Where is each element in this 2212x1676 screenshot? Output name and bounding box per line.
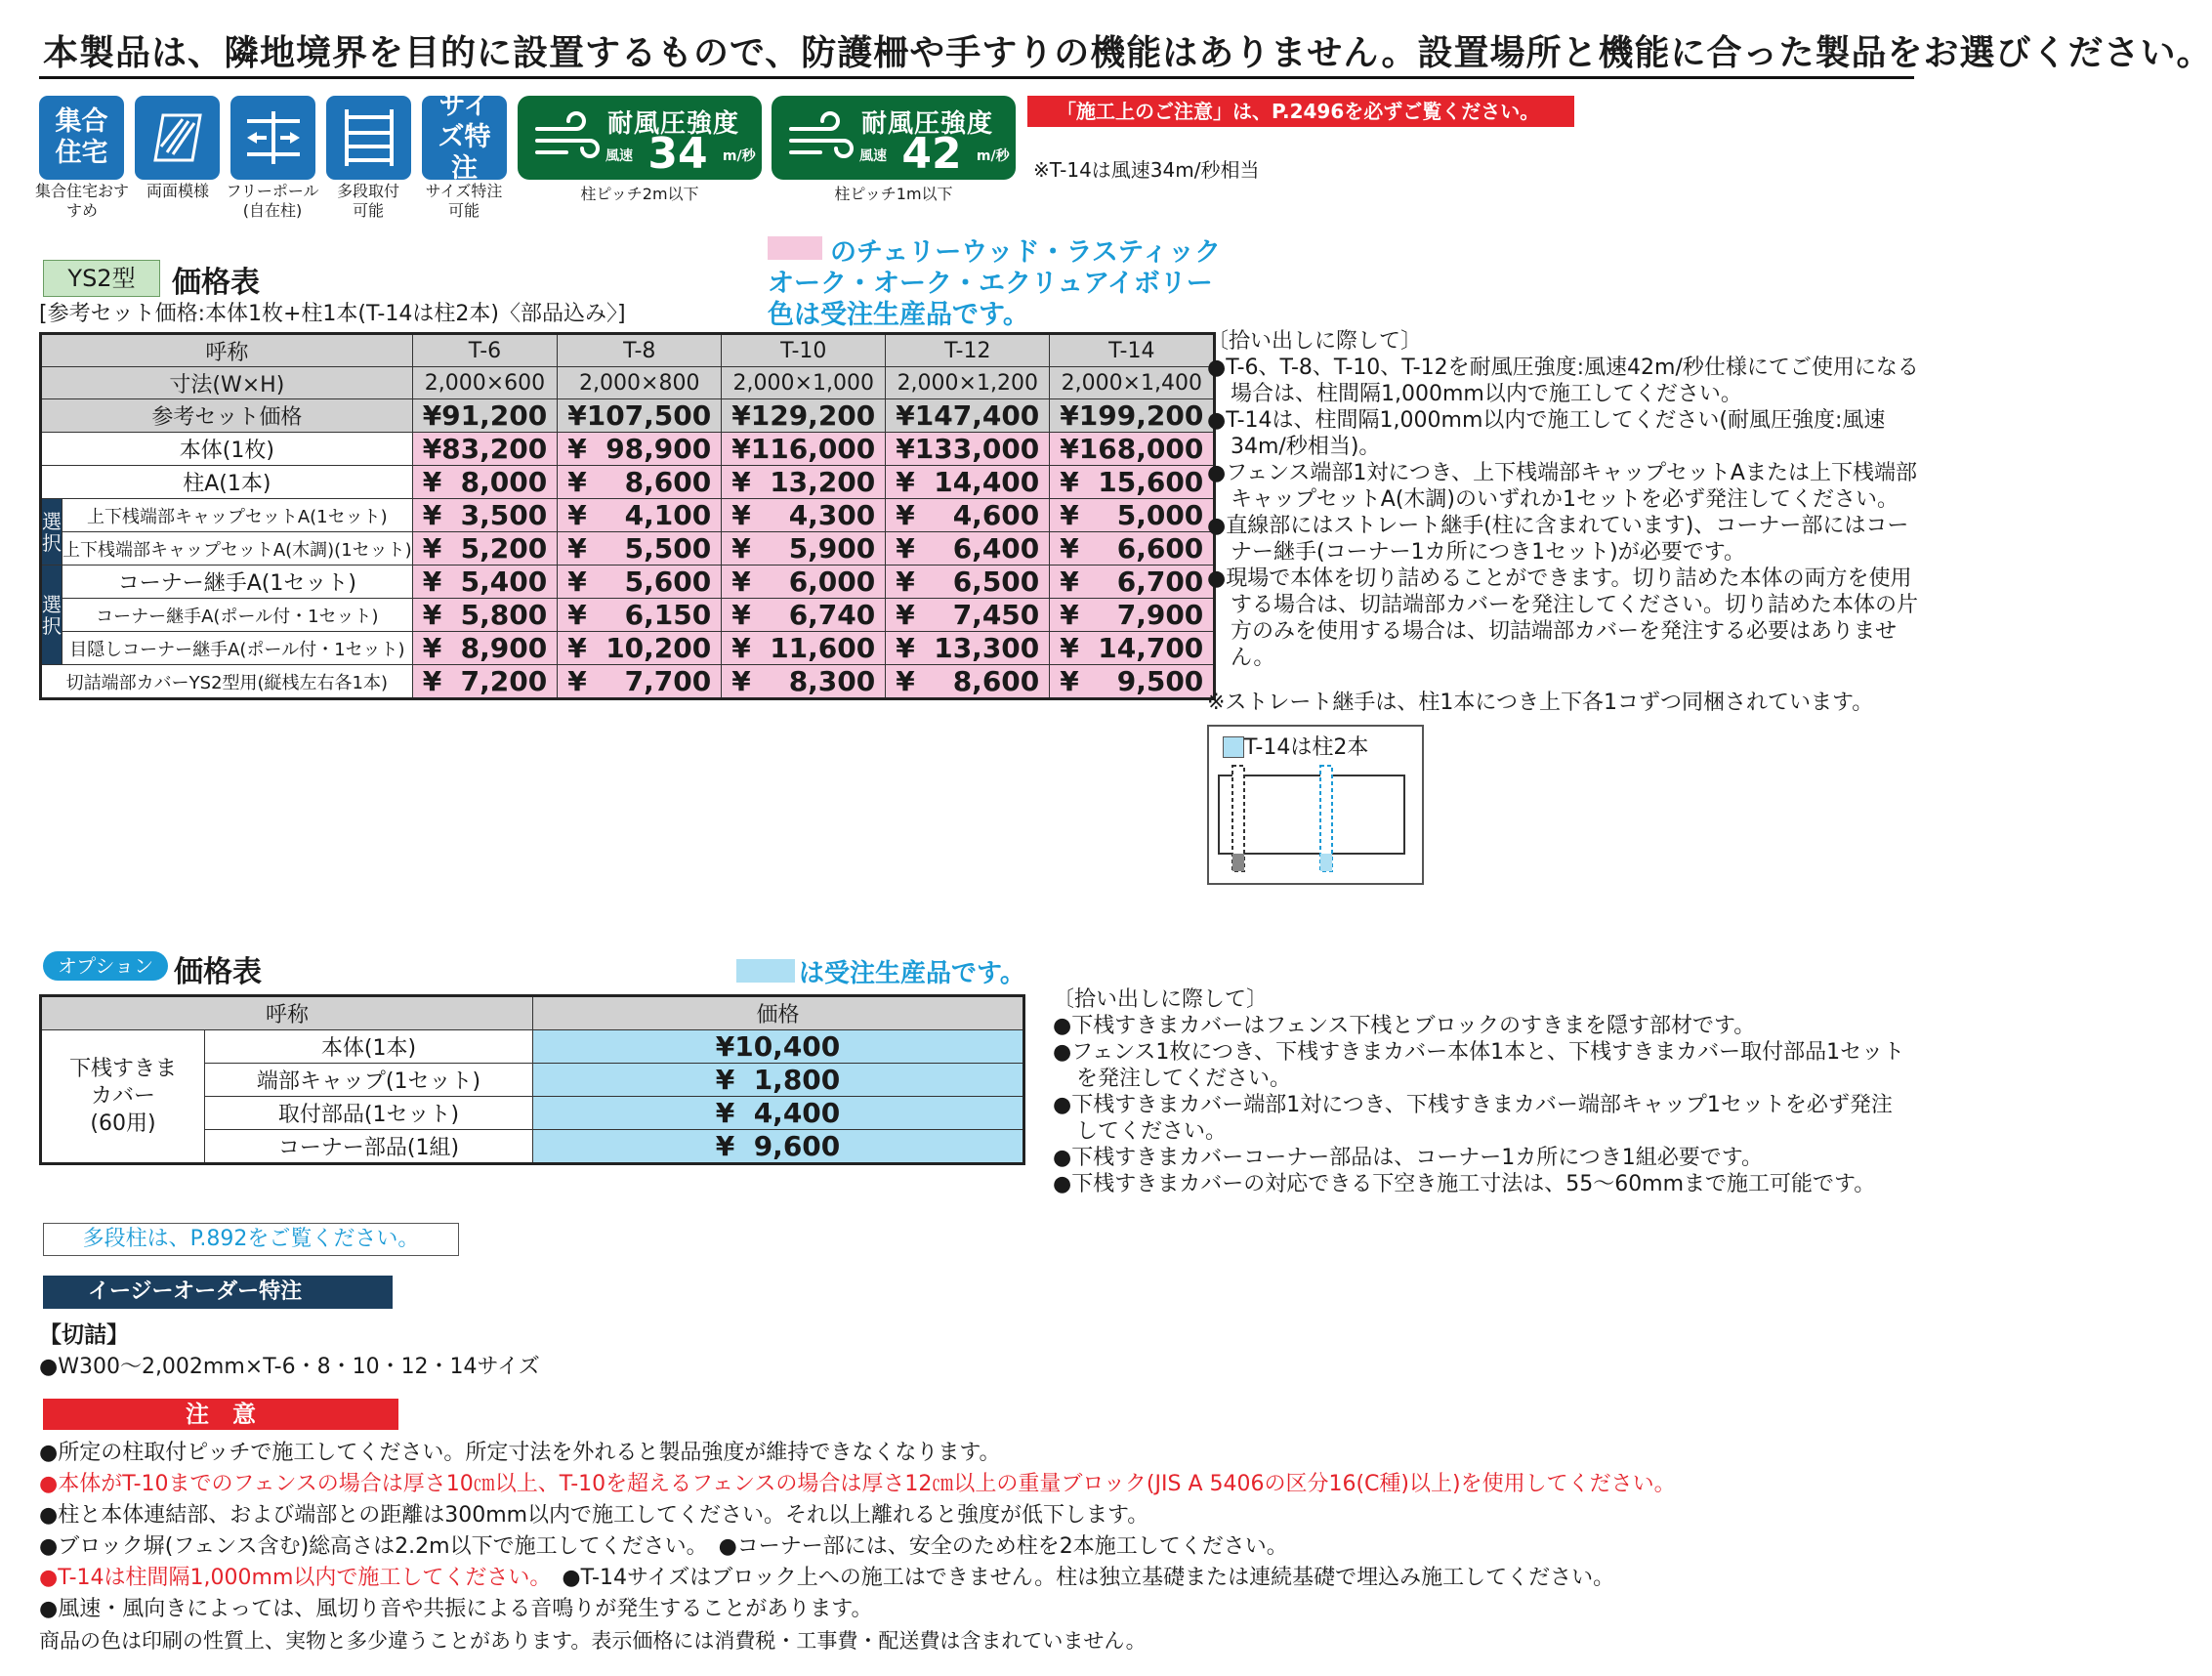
ref-price-cell: ¥ 147,400 (886, 399, 1050, 433)
ref-set-price-row (41, 399, 1215, 433)
size-cell: 2,000×1,400 (1050, 367, 1215, 399)
price-cell: ¥ 6,400 (886, 532, 1050, 566)
row-label: 目隠しコーナー継手A(ポール付・1セット) (63, 632, 413, 665)
caution-reference: 「施工上のご注意」は、P.2496を必ずご覧ください。 (1027, 96, 1574, 127)
row-label: 本体(1本) (205, 1030, 533, 1064)
price-cell: ¥10,400 (533, 1030, 1024, 1064)
table-row (41, 532, 1215, 566)
row-label: 本体(1枚) (41, 433, 413, 466)
price-cell: ¥ 5,400 (412, 566, 558, 599)
row-label: 上下桟端部キャップセットA(1セット) (63, 499, 413, 532)
badge-caption: 両面模様 (146, 182, 209, 200)
price-cell: ¥ 14,400 (886, 466, 1050, 499)
size-cell: 2,000×1,000 (722, 367, 886, 399)
header-cell: T-14 (1050, 334, 1215, 367)
table-row (41, 665, 1215, 699)
price-cell: ¥ 11,600 (722, 632, 886, 665)
table-header-row (41, 334, 1215, 367)
row-label: 切詰端部カバーYS2型用(縦桟左右各1本) (41, 665, 413, 699)
light-blue-swatch (736, 959, 795, 983)
price-cell: ¥ 133,000 (886, 433, 1050, 466)
header-cell: T-8 (558, 334, 722, 367)
straight-joint-note: ※ストレート継手は、柱1本につき上下各1コずつ同梱されています。 (1207, 691, 1874, 715)
caution-item: ●本体がT-10までのフェンスの場合は厚さ10㎝以上、T-10を超えるフェンスの場合は厚さ12㎝以上の重量ブロック(JIS A 5406の区分16(C種)以上)を使用してください。 (39, 1472, 1676, 1496)
row-label: 端部キャップ(1セット) (205, 1064, 533, 1097)
price-cell: ¥ 8,600 (886, 665, 1050, 699)
header-cell: T-12 (886, 334, 1050, 367)
price-cell: ¥ 8,900 (412, 632, 558, 665)
cherry-note-3: 色は受注生産品です。 (768, 300, 1029, 330)
row-label: コーナー継手A(1セット) (63, 566, 413, 599)
headline-divider (39, 76, 1914, 79)
price-cell: ¥ 168,000 (1050, 433, 1215, 466)
price-cell: ¥ 10,200 (558, 632, 722, 665)
price-cell: ¥ 7,700 (558, 665, 722, 699)
size-cell: 2,000×600 (412, 367, 558, 399)
option-title: 価格表 (174, 955, 262, 989)
note-item: ●下桟すきまカバー端部1対につき、下桟すきまカバー端部キャップ1セットを必ず発注してください。 (1053, 1093, 1893, 1144)
price-cell: ¥ 4,300 (722, 499, 886, 532)
note-item: ●下桟すきまカバーコーナー部品は、コーナー1カ所につき1組必要です。 (1053, 1146, 1763, 1170)
group-label: 下桟すきま カバー (60用) (41, 1030, 205, 1164)
header-cell: T-10 (722, 334, 886, 367)
multi-stage-icon (326, 96, 411, 180)
row-label: 寸法(W×H) (41, 367, 413, 399)
table-header-row (41, 996, 1024, 1030)
double-side-pattern-icon (135, 96, 220, 180)
table-row (41, 433, 1215, 466)
size-cell: 2,000×800 (558, 367, 722, 399)
apartment-badge-icon: 集合住宅 (39, 96, 124, 180)
notes-pickup-1 (1207, 328, 1920, 671)
price-cell: ¥ 9,600 (533, 1130, 1024, 1164)
price-cell: ¥ 4,100 (558, 499, 722, 532)
wind-icon (533, 115, 602, 164)
note-item: ●T-6、T-8、T-10、T-12を耐風圧強度:風速42m/秒仕様にてご使用になる場合は、柱間隔1,000mm以内で施工してください。 (1207, 356, 1919, 406)
price-cell: ¥ 6,150 (558, 599, 722, 632)
price-cell: ¥ 7,450 (886, 599, 1050, 632)
notes-pickup-2 (1053, 986, 1912, 1197)
badge-caption: 集合住宅おすすめ (34, 182, 129, 220)
price-cell: ¥ 5,900 (722, 532, 886, 566)
multi-pole-reference: 多段柱は、P.892をご覧ください。 (43, 1223, 459, 1256)
price-cell: ¥ 1,800 (533, 1064, 1024, 1097)
price-cell: ¥ 116,000 (722, 433, 886, 466)
price-cell: ¥ 6,700 (1050, 566, 1215, 599)
row-label: 取付部品(1セット) (205, 1097, 533, 1130)
caution-label: 注 意 (43, 1399, 398, 1430)
option-made-to-order-note: は受注生産品です。 (799, 959, 1025, 988)
caution-item: ●風速・風向きによっては、風切り音や共振による音鳴りが発生することがあります。 (39, 1597, 873, 1621)
caution-item: ●柱と本体連結部、および端部との距離は300mm以内で施工してください。それ以上離れると強度が低下します。 (39, 1503, 1149, 1528)
caution-item: ●T-14は柱間隔1,000mm以内で施工してください。 ●T-14サイズはブロック上への施工はできません。柱は独立基礎または連続基礎で埋込み施工してください。 (39, 1566, 1615, 1590)
table-row (41, 566, 1215, 599)
price-cell: ¥ 14,700 (1050, 632, 1215, 665)
ys2-subtitle: [参考セット価格:本体1枚+柱1本(T-14は柱2本)〈部品込み〉] (39, 302, 626, 326)
caution-item: ●所定の柱取付ピッチで施工してください。所定寸法を外れると製品強度が維持できなくなります。 (39, 1441, 1001, 1465)
price-cell: ¥ 5,500 (558, 532, 722, 566)
price-cell: ¥ 4,600 (886, 499, 1050, 532)
cut-title: 【切詰】 (39, 1322, 129, 1348)
page-headline: 本製品は、隣地境界を目的に設置するもので、防護柵や手すりの機能はありません。設置場所と機能に合った製品をお選びください。 (43, 33, 2212, 73)
row-label: 参考セット価格 (41, 399, 413, 433)
wind-34-badge: 耐風圧強度 風速 34 m/秒 (518, 96, 762, 180)
price-cell: ¥ 7,200 (412, 665, 558, 699)
note-item: ●現場で本体を切り詰めることができます。切り詰めた本体の両方を使用する場合は、切詰端部カバーを発注してください。切り詰めた本体の片方のみを使用する場合は、切詰端部カバーを発注する必要はありません。 (1207, 566, 1919, 670)
price-cell: ¥ 6,600 (1050, 532, 1215, 566)
ys2-price-table (39, 332, 1216, 700)
note-item: ●下桟すきまカバーの対応できる下空き施工寸法は、55〜60mmまで施工可能です。 (1053, 1172, 1876, 1196)
table-row (41, 599, 1215, 632)
price-cell: ¥ 3,500 (412, 499, 558, 532)
price-cell: ¥ 15,600 (1050, 466, 1215, 499)
wind-caption: 柱ピッチ2m以下 (580, 185, 699, 203)
ref-price-cell: ¥ 199,200 (1050, 399, 1215, 433)
header-cell: T-6 (412, 334, 558, 367)
notes-title: 〔拾い出しに際して〕 (1207, 329, 1423, 354)
note-item: ●フェンス端部1対につき、上下桟端部キャップセットAまたは上下桟端部キャップセットA(木調)のいずれか1セットを必ず発注してください。 (1207, 461, 1917, 512)
option-tag: オプション (43, 951, 168, 981)
ref-price-cell: ¥ 129,200 (722, 399, 886, 433)
custom-size-badge-icon: サイズ特注 (422, 96, 507, 180)
notes-title: 〔拾い出しに際して〕 (1053, 987, 1269, 1012)
note-item: ●下桟すきまカバーはフェンス下桟とブロックのすきまを隠す部材です。 (1053, 1014, 1756, 1038)
price-cell: ¥ 6,500 (886, 566, 1050, 599)
row-label: 上下桟端部キャップセットA(木調)(1セット) (63, 532, 413, 566)
header-cell: 呼称 (41, 996, 533, 1030)
price-cell: ¥ 4,400 (533, 1097, 1024, 1130)
header-cell: 呼称 (41, 334, 413, 367)
badge-caption: フリーポール (自在柱) (226, 182, 319, 220)
wind-icon (787, 115, 856, 164)
pink-swatch (768, 236, 822, 260)
table-row (41, 632, 1215, 665)
row-label: コーナー継手A(ポール付・1セット) (63, 599, 413, 632)
size-cell: 2,000×1,200 (886, 367, 1050, 399)
caution-item: ●ブロック塀(フェンス含む)総高さは2.2m以下で施工してください。 ●コーナー部には、安全のため柱を2本施工してください。 (39, 1534, 1288, 1559)
price-cell: ¥ 83,200 (412, 433, 558, 466)
disclaimer-footer: 商品の色は印刷の性質上、実物と多少違うことがあります。表示価格には消費税・工事費・配送費は含まれていません。 (39, 1629, 1147, 1653)
table-row (41, 466, 1215, 499)
price-cell: ¥ 5,800 (412, 599, 558, 632)
header-cell: 価格 (533, 996, 1024, 1030)
cherry-note-2: オーク・オーク・エクリュアイボリー (768, 269, 1213, 299)
row-label: 柱A(1本) (41, 466, 413, 499)
caution-list (39, 1438, 1914, 1656)
price-cell: ¥ 6,740 (722, 599, 886, 632)
price-cell: ¥ 9,500 (1050, 665, 1215, 699)
price-cell: ¥ 13,300 (886, 632, 1050, 665)
free-pole-icon (230, 96, 315, 180)
note-item: ●T-14は、柱間隔1,000mm以内で施工してください(耐風圧強度:風速34m/秒相当)。 (1207, 408, 1886, 459)
price-cell: ¥ 98,900 (558, 433, 722, 466)
select-group-label: 選択 (41, 566, 63, 665)
badge-caption: サイズ特注 可能 (425, 182, 503, 220)
price-cell: ¥ 6,000 (722, 566, 886, 599)
price-cell: ¥ 7,900 (1050, 599, 1215, 632)
row-label: コーナー部品(1組) (205, 1130, 533, 1164)
price-cell: ¥ 13,200 (722, 466, 886, 499)
price-cell: ¥ 5,600 (558, 566, 722, 599)
cut-text: ●W300〜2,002mm×T-6・8・10・12・14サイズ (39, 1355, 540, 1379)
wind-42-badge: 耐風圧強度 風速 42 m/秒 (772, 96, 1016, 180)
price-cell: ¥ 5,000 (1050, 499, 1215, 532)
t14-wind-note: ※T-14は風速34m/秒相当 (1033, 158, 1260, 182)
option-price-table (39, 994, 1025, 1165)
ys2-tag: YS2型 (43, 260, 160, 297)
table-row (41, 1030, 1024, 1064)
select-group-label: 選択 (41, 499, 63, 566)
price-cell: ¥ 8,000 (412, 466, 558, 499)
price-cell: ¥ 8,600 (558, 466, 722, 499)
ref-price-cell: ¥ 107,500 (558, 399, 722, 433)
ref-price-cell: ¥ 91,200 (412, 399, 558, 433)
price-cell: ¥ 8,300 (722, 665, 886, 699)
note-item: ●直線部にはストレート継手(柱に含まれています)、コーナー部にはコーナー継手(コーナー1カ所につき1セット)が必要です。 (1207, 514, 1909, 565)
size-row (41, 367, 1215, 399)
light-blue-swatch (1223, 736, 1244, 758)
t14-pole-diagram (1207, 725, 1424, 885)
ys2-title: 価格表 (172, 266, 260, 300)
cherry-note-1: のチェリーウッド・ラスティック (830, 237, 1222, 268)
easy-order-label: イージーオーダー特注 (43, 1276, 393, 1309)
price-cell: ¥ 5,200 (412, 532, 558, 566)
note-item: ●フェンス1枚につき、下桟すきまカバー本体1本と、下桟すきまカバー取付部品1セットを発注してください。 (1053, 1040, 1905, 1091)
wind-caption: 柱ピッチ1m以下 (834, 185, 953, 203)
badge-caption: 多段取付 可能 (336, 182, 399, 220)
table-row (41, 499, 1215, 532)
diagram-label: T-14は柱2本 (1244, 735, 1369, 760)
